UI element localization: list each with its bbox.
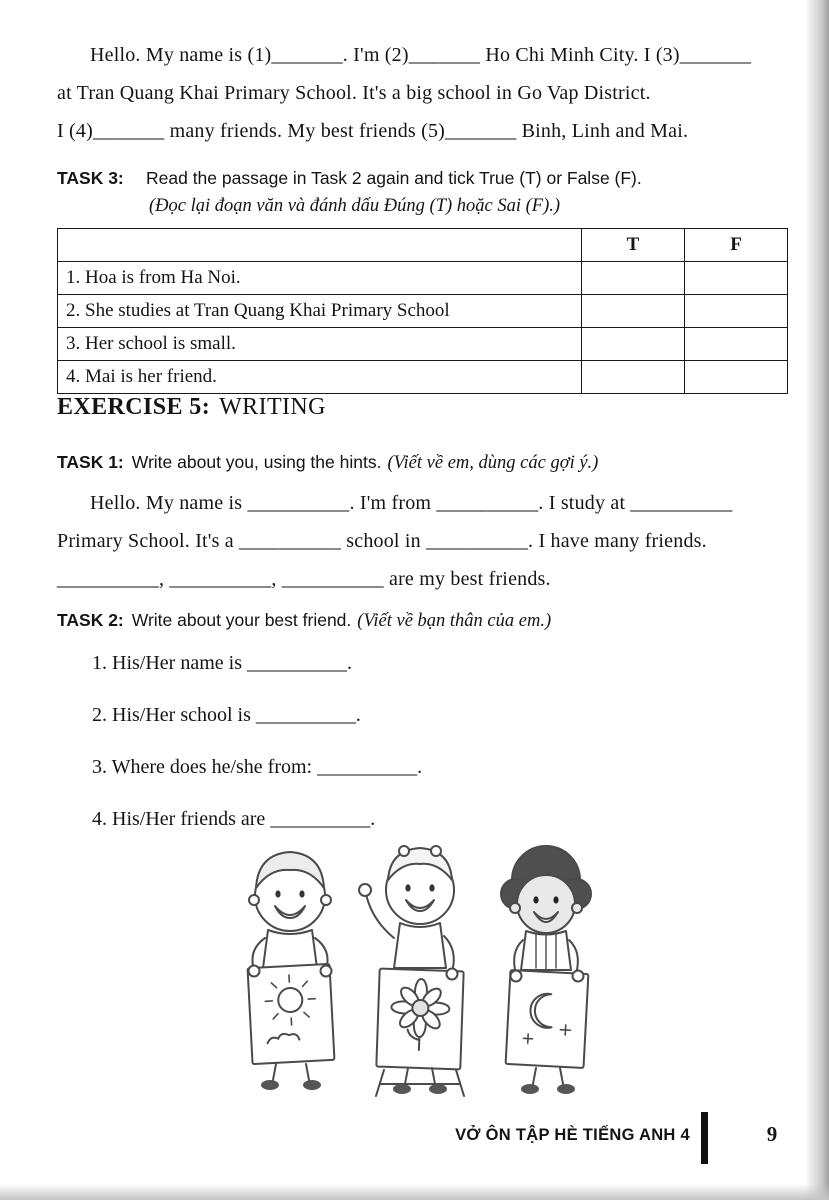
child-right [501,846,591,1094]
child-left [248,852,335,1090]
task1-label: TASK 1: [57,452,124,472]
page-number: 9 [766,1122,778,1146]
task2-instruction-vietnamese: (Viết về bạn thân của em.) [357,611,552,631]
tick-cell-false [685,328,788,361]
tick-cell-true [582,295,685,328]
task1-heading [57,452,598,474]
tick-cell-false [685,361,788,394]
task2-heading [57,610,551,632]
writing-line: Hello. My name is __________. I'm from __________. I study at __________ [90,492,733,514]
writing-line: Primary School. It's a __________ school in __________. I have many friends. [57,530,707,552]
statement-cell: 3. Her school is small. [58,328,582,361]
statement-cell: 1. Hoa is from Ha Noi. [58,262,582,295]
header-empty-cell [58,229,582,262]
column-header-false: F [685,229,788,262]
drawing-sun [248,964,335,1064]
task1-instruction: Write about you, using the hints. [131,452,382,472]
task2-label: TASK 2: [57,610,124,630]
writing-line: __________, __________, __________ are my best friends. [57,568,551,590]
passage-line: Hello. My name is (1)_______. I'm (2)_______ Ho Chi Minh City. I (3)_______ [90,44,752,66]
task1-instruction-vietnamese: (Viết về em, dùng các gợi ý.) [387,453,599,473]
table-header-row [58,229,788,262]
drawing-moon-stars [506,970,589,1068]
footer-book-title: VỞ ÔN TẬP HÈ TIẾNG ANH 4 [455,1126,690,1144]
task3-instruction: Read the passage in Task 2 again and tick True (T) or False (F). [146,168,642,188]
exercise5-title-number: EXERCISE 5: [57,394,211,420]
tick-cell-true [582,361,685,394]
tick-cell-false [685,262,788,295]
exercise5-title-text: WRITING [219,394,326,420]
child-middle [359,846,464,1096]
task3-label: TASK 3: [57,168,124,188]
writing-prompt-item: 4. His/Her friends are __________. [92,808,376,830]
task2-instruction: Write about your best friend. [131,610,352,630]
children-illustration [198,838,638,1103]
drawing-flower [376,969,463,1070]
table-row [58,262,788,295]
footer-divider [701,1112,708,1164]
tick-cell-true [582,262,685,295]
passage-line: at Tran Quang Khai Primary School. It's a big school in Go Vap District. [57,82,651,104]
page-edge-shadow-bottom [0,1184,829,1200]
writing-prompt-item: 2. His/Her school is __________. [92,704,361,726]
writing-prompt-item: 3. Where does he/she from: __________. [92,756,423,778]
column-header-true: T [582,229,685,262]
exercise5-title [57,394,326,421]
task3-instruction-vietnamese: (Đọc lại đoạn văn và đánh dấu Đúng (T) hoặc Sai (F).) [149,196,561,216]
table-row [58,328,788,361]
passage-line: I (4)_______ many friends. My best friends (5)_______ Binh, Linh and Mai. [57,120,689,142]
tick-cell-true [582,328,685,361]
page-edge-shadow-right [805,0,829,1200]
tick-cell-false [685,295,788,328]
statement-cell: 2. She studies at Tran Quang Khai Primary School [58,295,582,328]
table-row [58,361,788,394]
statement-cell: 4. Mai is her friend. [58,361,582,394]
table-row [58,295,788,328]
true-false-table [57,228,788,394]
writing-prompt-item: 1. His/Her name is __________. [92,652,352,674]
